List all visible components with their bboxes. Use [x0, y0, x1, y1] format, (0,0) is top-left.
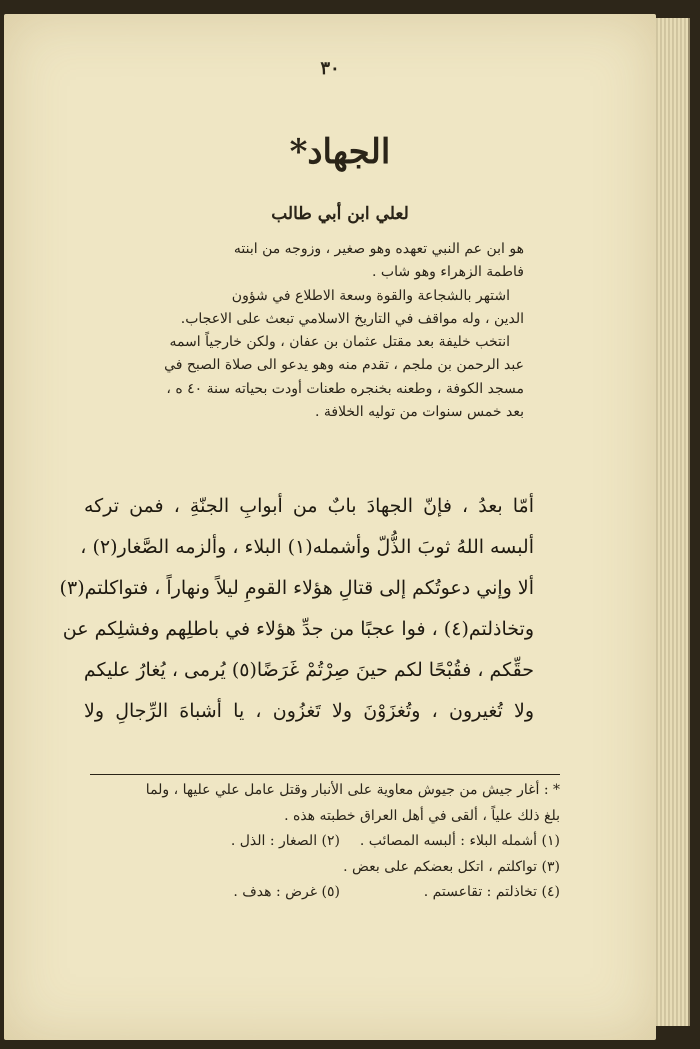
bio-line: الدين ، وله مواقف في التاريخ الاسلامي تبعث على الاعجاب.: [180, 310, 524, 327]
author-biography: [96, 238, 524, 424]
bio-line: بعد خمس سنوات من توليه الخلافة .: [314, 404, 524, 421]
body-line: وتخاذلتم(٤) ، فوا عجبًا من جدِّ هؤلاء في باطلِهم وفشلِكم عن: [62, 618, 534, 640]
footnote-divider: [90, 774, 560, 775]
page-number: ٣٠: [320, 58, 340, 79]
footnote-row: [120, 880, 560, 906]
footnote-2: (٢) الصغار : الذل .: [230, 833, 340, 849]
footnote-intro-line: * : أغار جيش من جيوش معاوية على الأنبار وقتل عامل علي عليها ، ولما: [145, 782, 560, 798]
footnote-4: (٤) تخاذلتم : تقاعستم .: [423, 884, 560, 900]
sermon-text: [59, 486, 534, 732]
body-line: ألا وإني دعوتُكم إلى قتالِ هؤلاء القومِ ليلاً ونهاراً ، فتواكلتم(٣): [59, 577, 534, 599]
body-line: ألبسه اللهُ ثوبَ الذُّلّ وأشمله(١) البلاء ، وألزمه الصَّغار(٢) ،: [80, 536, 534, 558]
body-line: ولا تُغيرون ، وتُغزَوْنَ ولا تَغزُون ، يا أشباهَ الرِّجالِ ولا: [84, 700, 534, 722]
body-line: حقِّكم ، فقُبْحًا لكم حينَ صِرْتُمْ غَرَضًا(٥) يُرمى ، يُغارُ عليكم: [83, 659, 534, 681]
bio-line: مسجد الكوفة ، وطعنه بخنجره طعنات أودت بحياته سنة ٤٠ ه ،: [166, 380, 524, 397]
bio-line: هو ابن عم النبي تعهده وهو صغير ، وزوجه من ابنته: [233, 241, 524, 257]
footnote-1: (١) أشمله البلاء : ألبسه المصائب .: [359, 833, 560, 849]
footnote-5: (٥) غرض : هدف .: [233, 884, 340, 900]
page-title: الجهاد*: [289, 132, 391, 172]
bio-line: اشتهر بالشجاعة والقوة وسعة الاطلاع في شؤون: [231, 287, 510, 304]
footnote-intro-line: بلغ ذلك علياً ، ألقى في أهل العراق خطبته هذه .: [284, 807, 560, 824]
bio-line: فاطمة الزهراء وهو شاب .: [372, 264, 524, 281]
body-line: أمّا بعدُ ، فإنّ الجهادَ بابٌ من أبوابِ الجنّةِ ، فمن تركه: [84, 495, 534, 517]
footnotes: [120, 778, 560, 906]
bio-line: عبد الرحمن بن ملجم ، تقدم منه وهو يدعو الى صلاة الصبح في: [164, 357, 524, 374]
footnote-row: [120, 829, 560, 855]
bio-line: انتخب خليفة بعد مقتل عثمان بن عفان ، ولكن خارجياً اسمه: [169, 334, 510, 351]
page-edges: [654, 18, 690, 1026]
author-heading: لعلي ابن أبي طالب: [271, 204, 409, 224]
footnote-3: (٣) تواكلتم ، اتكل بعضكم على بعض .: [343, 858, 560, 875]
